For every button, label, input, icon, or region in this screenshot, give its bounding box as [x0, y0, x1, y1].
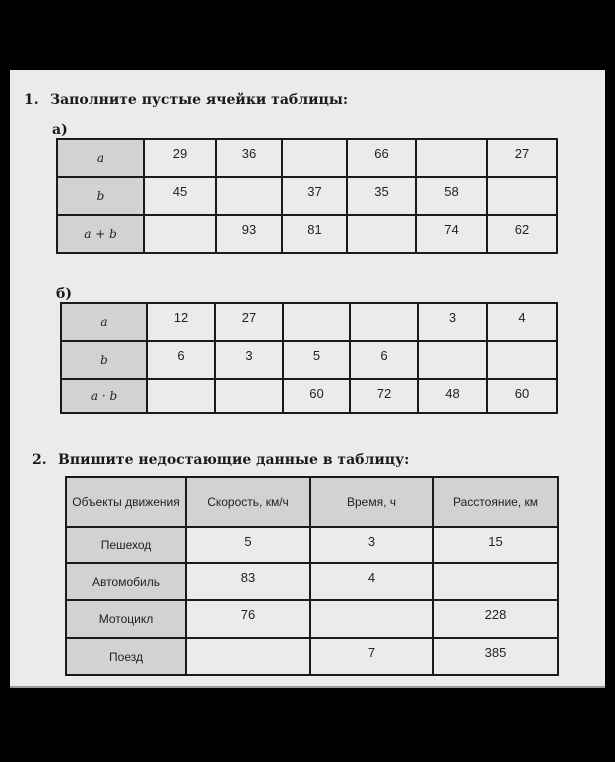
table-cell: 76: [186, 600, 310, 638]
table-b-row: [61, 341, 557, 379]
row-header: Мотоцикл: [66, 600, 186, 638]
table-cell: [416, 139, 487, 177]
table-cell: 36: [216, 139, 282, 177]
column-header: Расстояние, км: [433, 477, 558, 527]
table-cell: 228: [433, 600, 558, 638]
table-cell: 58: [416, 177, 487, 215]
table-cell: 74: [416, 215, 487, 253]
table-cell: 35: [347, 177, 416, 215]
table-cell: 5: [186, 527, 310, 563]
table-cell: [186, 638, 310, 675]
table-cell: [433, 563, 558, 600]
page-edge-divider: [10, 686, 605, 688]
task1-part-a-label: а): [52, 122, 68, 138]
table-a-row: [57, 215, 557, 253]
table-cell: 4: [310, 563, 433, 600]
task2-title: Впишите недостающие данные в таблицу:: [58, 452, 410, 468]
table-cell: [216, 177, 282, 215]
table-cell: 12: [147, 303, 215, 341]
table-a: [56, 138, 558, 254]
table-cell: 93: [216, 215, 282, 253]
table-cell: 37: [282, 177, 347, 215]
table-cell: 27: [487, 139, 557, 177]
table-cell: [350, 303, 418, 341]
worksheet-page: [10, 70, 605, 688]
table-cell: [215, 379, 283, 413]
table-row: [66, 563, 558, 600]
row-header: Поезд: [66, 638, 186, 675]
table-cell: 81: [282, 215, 347, 253]
column-header: Время, ч: [310, 477, 433, 527]
table-cell: 27: [215, 303, 283, 341]
table-cell: [282, 139, 347, 177]
row-header: a · b: [61, 379, 147, 413]
table-cell: [310, 600, 433, 638]
row-header: Автомобиль: [66, 563, 186, 600]
table-motion: [65, 476, 559, 676]
table-cell: [487, 177, 557, 215]
table-cell: 4: [487, 303, 557, 341]
row-header: a: [57, 139, 144, 177]
table-cell: 7: [310, 638, 433, 675]
table-row: [66, 527, 558, 563]
table-cell: 3: [310, 527, 433, 563]
table-cell: 45: [144, 177, 216, 215]
table-cell: 60: [283, 379, 350, 413]
task2-number: 2.: [32, 452, 47, 468]
table-b-row: [61, 379, 557, 413]
table-cell: 6: [350, 341, 418, 379]
row-header: a + b: [57, 215, 144, 253]
table-cell: [347, 215, 416, 253]
table-cell: 15: [433, 527, 558, 563]
task1-title: Заполните пустые ячейки таблицы:: [50, 92, 349, 108]
row-header: b: [61, 341, 147, 379]
table-b: [60, 302, 558, 414]
table-cell: [144, 215, 216, 253]
table-a-row: [57, 177, 557, 215]
table-cell: 48: [418, 379, 487, 413]
table-cell: 62: [487, 215, 557, 253]
row-header: Пешеход: [66, 527, 186, 563]
table-cell: 72: [350, 379, 418, 413]
table-b-row: [61, 303, 557, 341]
column-header: Скорость, км/ч: [186, 477, 310, 527]
table-cell: 385: [433, 638, 558, 675]
table-cell: 5: [283, 341, 350, 379]
table-cell: [147, 379, 215, 413]
table-a-row: [57, 139, 557, 177]
table-cell: [283, 303, 350, 341]
table-cell: 60: [487, 379, 557, 413]
table-header-row: [66, 477, 558, 527]
table-cell: 66: [347, 139, 416, 177]
table-cell: 83: [186, 563, 310, 600]
table-row: [66, 600, 558, 638]
table-cell: 3: [418, 303, 487, 341]
task1-number: 1.: [24, 92, 39, 108]
table-cell: [487, 341, 557, 379]
row-header: b: [57, 177, 144, 215]
table-cell: 6: [147, 341, 215, 379]
column-header: Объекты движения: [66, 477, 186, 527]
table-cell: [418, 341, 487, 379]
table-cell: 3: [215, 341, 283, 379]
row-header: a: [61, 303, 147, 341]
table-cell: 29: [144, 139, 216, 177]
table-row: [66, 638, 558, 675]
task1-part-b-label: б): [56, 286, 72, 302]
